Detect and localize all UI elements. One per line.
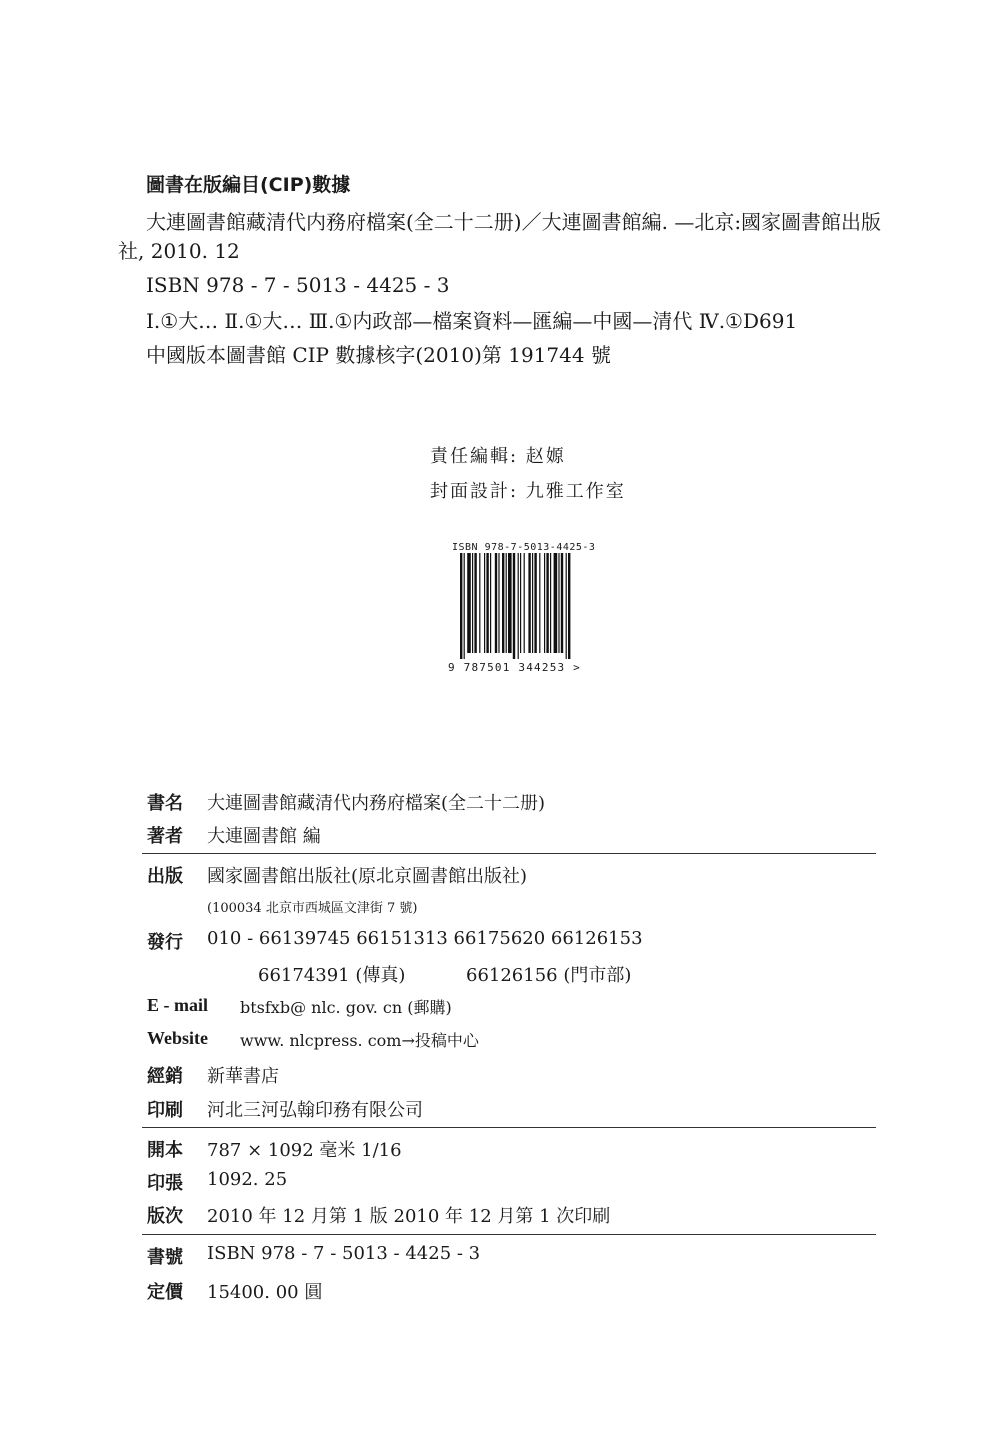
barcode-bar <box>474 553 476 653</box>
sheets-label: 印張 <box>147 1173 183 1194</box>
barcode-bar <box>498 553 499 653</box>
responsible-editor: 責任編輯: 赵嫄 <box>430 446 566 467</box>
website-value: www. nlcpress. com→投稿中心 <box>240 1031 479 1050</box>
cip-heading: 圖書在版編目(CIP)數據 <box>146 174 351 196</box>
divider <box>142 1234 876 1235</box>
dealer-label: 經銷 <box>147 1066 183 1087</box>
store-number: 66126156 (門市部) <box>466 965 632 986</box>
barcode-bar <box>544 553 545 653</box>
barcode-bar <box>524 553 525 653</box>
edition-value: 2010 年 12 月第 1 版 2010 年 12 月第 1 次印刷 <box>207 1206 611 1227</box>
barcode-bar <box>518 553 519 659</box>
barcode-bar <box>495 553 497 653</box>
cip-title-line: 大連圖書館藏清代内務府檔案(全二十二册)／大連圖書館編. —北京:國家圖書館出版 <box>146 210 882 234</box>
publisher-address: (100034 北京市西城區文津街 7 號) <box>207 901 418 916</box>
barcode-bar <box>513 553 515 659</box>
barcode-bar <box>558 553 559 653</box>
barcode-bar <box>539 553 540 653</box>
format-value: 787 × 1092 毫米 1/16 <box>207 1140 402 1161</box>
barcode-bar <box>534 553 536 653</box>
cip-isbn: ISBN 978 - 7 - 5013 - 4425 - 3 <box>146 273 450 297</box>
divider <box>142 853 876 854</box>
barcode-bar <box>528 553 530 653</box>
cip-publisher-line: 社, 2010. 12 <box>118 239 240 263</box>
barcode-bar <box>502 553 504 653</box>
barcode-bar <box>546 553 548 653</box>
fax-number: 66174391 (傳真) <box>258 965 406 986</box>
price-label: 定價 <box>147 1282 183 1303</box>
barcode-bar <box>486 553 488 653</box>
book-number-label: 書號 <box>147 1247 183 1268</box>
edition-label: 版次 <box>147 1206 183 1227</box>
cover-designer: 封面設計: 九雅工作室 <box>430 481 626 502</box>
distribution-label: 發行 <box>147 932 183 953</box>
divider <box>142 1127 876 1128</box>
barcode-bar <box>479 553 480 653</box>
publisher-value: 國家圖書館出版社(原北京圖書館出版社) <box>207 866 528 887</box>
barcode-image <box>458 553 608 659</box>
printer-value: 河北三河弘翰印務有限公司 <box>207 1100 423 1121</box>
barcode-bar <box>460 553 462 659</box>
barcode-bar <box>490 553 491 653</box>
format-label: 開本 <box>147 1140 183 1161</box>
barcode-bar <box>554 553 558 653</box>
publisher-label: 出版 <box>147 866 183 887</box>
author-value: 大連圖書館 編 <box>207 826 321 847</box>
barcode-bar <box>472 553 473 653</box>
printer-label: 印刷 <box>147 1100 183 1121</box>
sheets-value: 1092. 25 <box>207 1169 288 1190</box>
barcode-bar <box>568 553 570 659</box>
title-value: 大連圖書館藏清代内務府檔案(全二十二册) <box>207 793 546 814</box>
cip-classification: Ⅰ.①大… Ⅱ.①大… Ⅲ.①内政部—檔案資料—匯編—中國—清代 Ⅳ.①D691 <box>146 309 798 333</box>
title-label: 書名 <box>147 793 183 814</box>
author-label: 著者 <box>147 826 183 847</box>
barcode-bar <box>550 553 551 653</box>
barcode-bar <box>467 553 471 653</box>
cip-number: 中國版本圖書館 CIP 數據核字(2010)第 191744 號 <box>146 343 611 367</box>
email-value: btsfxb@ nlc. gov. cn (郵購) <box>240 998 452 1017</box>
barcode-number: 9 787501 344253 > <box>448 661 581 674</box>
barcode-bar <box>508 553 512 653</box>
barcode-bar <box>464 553 465 659</box>
distribution-phones: 010 - 66139745 66151313 66175620 66126153 <box>207 928 643 949</box>
email-label: E - mail <box>147 995 208 1015</box>
barcode-bar <box>566 553 567 659</box>
barcode-bar <box>561 553 563 653</box>
book-number-value: ISBN 978 - 7 - 5013 - 4425 - 3 <box>207 1243 481 1264</box>
barcode-bar <box>532 553 533 653</box>
price-value: 15400. 00 圓 <box>207 1282 323 1303</box>
dealer-value: 新華書店 <box>207 1066 279 1087</box>
barcode-bar <box>506 553 507 653</box>
website-label: Website <box>147 1028 208 1048</box>
barcode-bar <box>484 553 485 653</box>
barcode-bar <box>520 553 521 653</box>
barcode-isbn-text: ISBN 978-7-5013-4425-3 <box>452 542 596 553</box>
